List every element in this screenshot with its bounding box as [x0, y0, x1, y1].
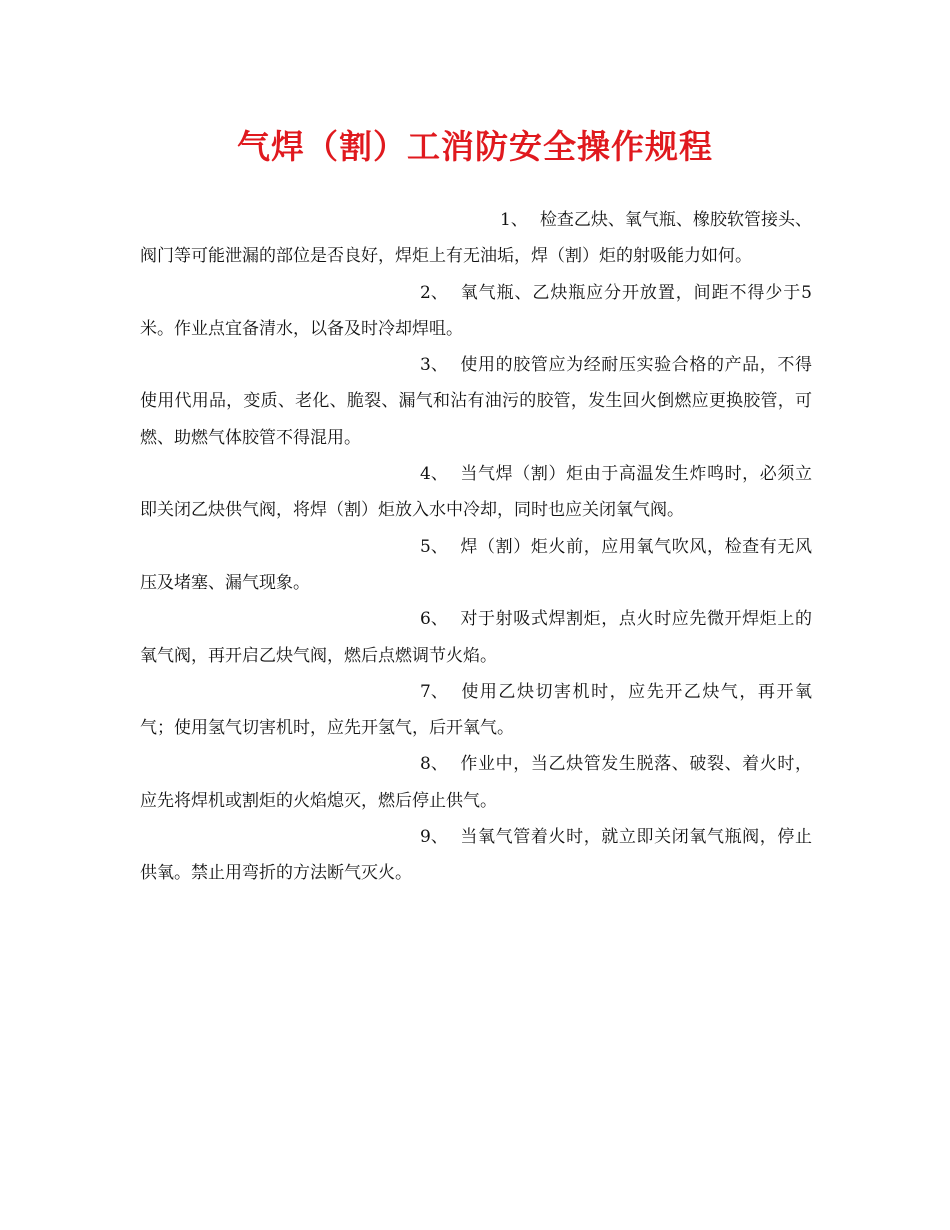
clause-text: 检查乙炔、氧气瓶、橡胶软管接头、阀门等可能泄漏的部位是否良好，焊炬上有无油垢，焊（割）炬的射吸能力如何。	[140, 210, 812, 267]
clause-text: 氧气瓶、乙炔瓶应分开放置，间距不得少于5米。作业点宜备清水，以备及时冷却焊咀。	[140, 282, 812, 339]
clause-number: 9、	[420, 827, 448, 848]
clause-number: 5、	[420, 536, 448, 557]
document-title: 气焊（割）工消防安全操作规程	[237, 127, 713, 166]
clause-number: 8、	[420, 754, 448, 775]
clause-6	[140, 601, 812, 674]
clause-3	[140, 347, 812, 456]
clause-text: 使用乙炔切害机时，应先开乙炔气，再开氧气；使用氢气切害机时，应先开氢气，后开氧气。	[140, 681, 812, 739]
clause-7	[140, 674, 812, 747]
clause-text: 对于射吸式焊割炬，点火时应先微开焊炬上的氧气阀，再开启乙炔气阀，燃后点燃调节火焰。	[140, 609, 812, 666]
clause-9	[140, 819, 812, 892]
clause-text: 使用的胶管应为经耐压实验合格的产品，不得使用代用品，变质、老化、脆裂、漏气和沾有油污的胶管，发生回火倒燃应更换胶管，可燃、助燃气体胶管不得混用。	[140, 355, 812, 448]
clause-1	[140, 202, 812, 275]
clause-text: 焊（割）炬火前，应用氧气吹风，检查有无风压及堵塞、漏气现象。	[140, 536, 812, 593]
clause-number: 1、	[500, 210, 528, 230]
document-body	[140, 202, 812, 892]
clause-number: 3、	[420, 355, 448, 376]
clause-number: 4、	[420, 464, 448, 485]
clause-number: 6、	[420, 609, 448, 630]
clause-number: 7、	[420, 681, 448, 702]
clause-text: 当氧气管着火时，就立即关闭氧气瓶阀，停止供氧。禁止用弯折的方法断气灭火。	[140, 827, 812, 884]
clause-8	[140, 746, 812, 819]
clause-text: 作业中，当乙炔管发生脱落、破裂、着火时，应先将焊机或割炬的火焰熄灭，燃后停止供气。	[140, 754, 812, 811]
clause-4	[140, 456, 812, 529]
clause-5	[140, 529, 812, 602]
clause-number: 2、	[420, 282, 448, 303]
clause-text: 当气焊（割）炬由于高温发生炸鸣时，必须立即关闭乙炔供气阀，将焊（割）炬放入水中冷却，同时也应关闭氧气阀。	[140, 464, 812, 521]
clause-2	[140, 275, 812, 348]
